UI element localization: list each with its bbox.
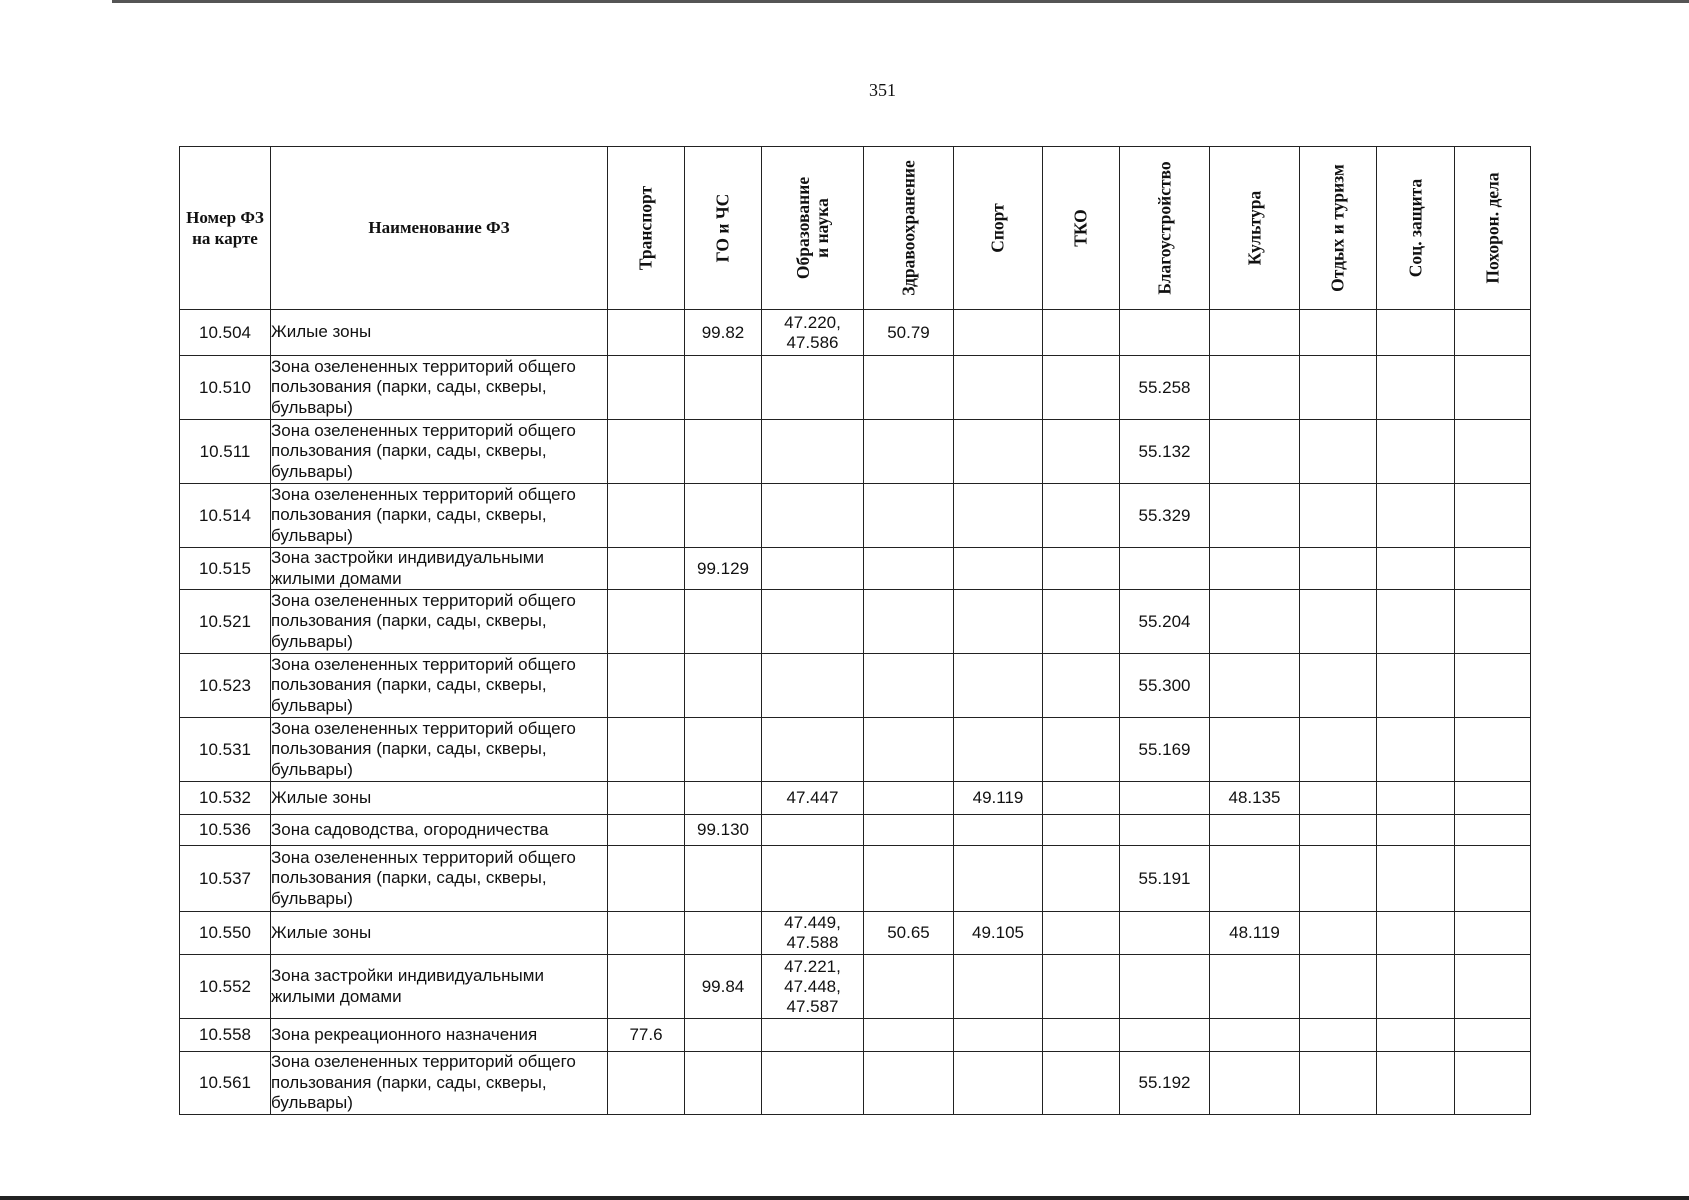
cell-culture [1210,1019,1300,1052]
header-health: Здравоохранение [864,147,954,310]
cell-improvement [1120,912,1210,955]
cell-transport [608,356,685,420]
cell-zone-number: 10.511 [180,420,271,484]
cell-improvement [1120,955,1210,1019]
cell-sport [954,955,1043,1019]
cell-health [864,718,954,782]
cell-go-chs [685,356,762,420]
cell-rest [1300,356,1377,420]
cell-go-chs [685,590,762,654]
cell-improvement: 55.132 [1120,420,1210,484]
header-transport: Транспорт [608,147,685,310]
cell-culture [1210,420,1300,484]
cell-culture: 48.119 [1210,912,1300,955]
cell-health [864,356,954,420]
cell-transport [608,590,685,654]
cell-improvement: 55.169 [1120,718,1210,782]
cell-culture [1210,1052,1300,1115]
cell-transport [608,846,685,912]
cell-rest [1300,1052,1377,1115]
header-education: Образование и наука [762,147,864,310]
cell-zone-number: 10.537 [180,846,271,912]
header-culture: Культура [1210,147,1300,310]
cell-education [762,484,864,548]
cell-zone-number: 10.514 [180,484,271,548]
table-row [180,718,1531,782]
cell-social [1377,955,1455,1019]
cell-tko [1043,356,1120,420]
cell-health [864,1019,954,1052]
cell-improvement: 55.300 [1120,654,1210,718]
cell-education: 47.447 [762,782,864,815]
cell-education [762,590,864,654]
cell-go-chs [685,1052,762,1115]
cell-funeral [1455,310,1531,356]
cell-culture [1210,955,1300,1019]
cell-rest [1300,654,1377,718]
table-row [180,815,1531,846]
cell-zone-name: Зона озелененных территорий общего пользования (парки, сады, скверы, бульвары) [271,420,608,484]
cell-health [864,484,954,548]
cell-education: 47.221, 47.448, 47.587 [762,955,864,1019]
cell-social [1377,654,1455,718]
cell-tko [1043,654,1120,718]
cell-funeral [1455,955,1531,1019]
cell-tko [1043,310,1120,356]
cell-tko [1043,1019,1120,1052]
cell-zone-number: 10.558 [180,1019,271,1052]
cell-sport [954,590,1043,654]
cell-health [864,846,954,912]
cell-improvement [1120,782,1210,815]
cell-funeral [1455,590,1531,654]
cell-improvement [1120,548,1210,590]
cell-social [1377,420,1455,484]
cell-transport: 77.6 [608,1019,685,1052]
cell-rest [1300,310,1377,356]
cell-social [1377,1052,1455,1115]
cell-funeral [1455,1052,1531,1115]
table-row [180,955,1531,1019]
cell-zone-number: 10.531 [180,718,271,782]
cell-health [864,1052,954,1115]
cell-zone-number: 10.504 [180,310,271,356]
cell-funeral [1455,782,1531,815]
cell-social [1377,484,1455,548]
header-tko: ТКО [1043,147,1120,310]
table-row [180,590,1531,654]
cell-rest [1300,846,1377,912]
cell-funeral [1455,815,1531,846]
cell-tko [1043,484,1120,548]
header-sport: Спорт [954,147,1043,310]
cell-health: 50.65 [864,912,954,955]
cell-education [762,1052,864,1115]
cell-tko [1043,590,1120,654]
cell-zone-name: Зона рекреационного назначения [271,1019,608,1052]
cell-tko [1043,420,1120,484]
cell-zone-name: Зона озелененных территорий общего пользования (парки, сады, скверы, бульвары) [271,1052,608,1115]
cell-education [762,815,864,846]
cell-social [1377,1019,1455,1052]
cell-sport [954,548,1043,590]
cell-zone-name: Жилые зоны [271,912,608,955]
table-row [180,912,1531,955]
cell-tko [1043,782,1120,815]
cell-education [762,548,864,590]
cell-transport [608,718,685,782]
cell-education: 47.449, 47.588 [762,912,864,955]
header-improvement: Благоустройство [1120,147,1210,310]
table-row [180,356,1531,420]
cell-improvement [1120,815,1210,846]
cell-improvement: 55.191 [1120,846,1210,912]
cell-zone-number: 10.561 [180,1052,271,1115]
header-name: Наименование ФЗ [271,147,608,310]
cell-zone-name: Зона озелененных территорий общего пользования (парки, сады, скверы, бульвары) [271,484,608,548]
cell-culture [1210,590,1300,654]
cell-education [762,654,864,718]
cell-tko [1043,955,1120,1019]
cell-social [1377,846,1455,912]
cell-go-chs: 99.129 [685,548,762,590]
cell-zone-number: 10.532 [180,782,271,815]
cell-culture [1210,310,1300,356]
cell-transport [608,548,685,590]
cell-rest [1300,1019,1377,1052]
cell-transport [608,1052,685,1115]
zones-table [179,146,1531,1115]
header-rest: Отдых и туризм [1300,147,1377,310]
table-row [180,310,1531,356]
cell-rest [1300,718,1377,782]
cell-transport [608,782,685,815]
cell-social [1377,815,1455,846]
cell-transport [608,654,685,718]
cell-transport [608,310,685,356]
page-number: 351 [869,80,896,100]
cell-go-chs [685,1019,762,1052]
cell-sport [954,718,1043,782]
cell-zone-name: Зона озелененных территорий общего пользования (парки, сады, скверы, бульвары) [271,356,608,420]
cell-culture: 48.135 [1210,782,1300,815]
cell-rest [1300,484,1377,548]
cell-improvement [1120,310,1210,356]
cell-rest [1300,420,1377,484]
cell-sport [954,356,1043,420]
cell-zone-name: Зона озелененных территорий общего пользования (парки, сады, скверы, бульвары) [271,846,608,912]
cell-sport [954,815,1043,846]
cell-go-chs: 99.84 [685,955,762,1019]
cell-health [864,955,954,1019]
header-num: Номер ФЗ на карте [180,147,271,310]
cell-zone-number: 10.510 [180,356,271,420]
cell-zone-number: 10.550 [180,912,271,955]
cell-tko [1043,718,1120,782]
cell-transport [608,955,685,1019]
table-row [180,654,1531,718]
cell-culture [1210,654,1300,718]
cell-zone-name: Жилые зоны [271,310,608,356]
table-body [180,310,1531,1115]
cell-social [1377,310,1455,356]
cell-sport [954,654,1043,718]
cell-transport [608,484,685,548]
cell-sport: 49.119 [954,782,1043,815]
cell-culture [1210,718,1300,782]
cell-sport [954,1019,1043,1052]
cell-zone-name: Жилые зоны [271,782,608,815]
cell-social [1377,912,1455,955]
table-row [180,1052,1531,1115]
cell-transport [608,912,685,955]
table-row [180,420,1531,484]
cell-health [864,420,954,484]
cell-transport [608,815,685,846]
cell-tko [1043,1052,1120,1115]
cell-sport [954,420,1043,484]
cell-education [762,718,864,782]
scan-edge-bottom [0,1196,1689,1200]
cell-health [864,782,954,815]
cell-sport [954,484,1043,548]
cell-social [1377,590,1455,654]
cell-zone-name: Зона садоводства, огородничества [271,815,608,846]
cell-rest [1300,912,1377,955]
cell-go-chs [685,846,762,912]
cell-go-chs [685,484,762,548]
table-row [180,484,1531,548]
cell-funeral [1455,718,1531,782]
cell-funeral [1455,846,1531,912]
cell-health [864,590,954,654]
cell-transport [608,420,685,484]
cell-improvement: 55.329 [1120,484,1210,548]
cell-health [864,815,954,846]
cell-go-chs: 99.130 [685,815,762,846]
cell-culture [1210,846,1300,912]
cell-zone-name: Зона застройки индивидуальными жилыми домами [271,548,608,590]
cell-education [762,420,864,484]
cell-tko [1043,846,1120,912]
table-row [180,846,1531,912]
cell-go-chs [685,420,762,484]
cell-culture [1210,356,1300,420]
cell-social [1377,718,1455,782]
table-row [180,782,1531,815]
cell-zone-number: 10.552 [180,955,271,1019]
cell-health [864,548,954,590]
cell-health [864,654,954,718]
cell-sport [954,1052,1043,1115]
cell-go-chs [685,912,762,955]
cell-tko [1043,548,1120,590]
cell-zone-number: 10.515 [180,548,271,590]
cell-improvement: 55.204 [1120,590,1210,654]
cell-social [1377,356,1455,420]
cell-funeral [1455,912,1531,955]
cell-education [762,356,864,420]
cell-zone-name: Зона озелененных территорий общего пользования (парки, сады, скверы, бульвары) [271,654,608,718]
cell-zone-name: Зона озелененных территорий общего пользования (парки, сады, скверы, бульвары) [271,590,608,654]
cell-improvement [1120,1019,1210,1052]
cell-sport [954,846,1043,912]
cell-culture [1210,815,1300,846]
scan-edge-top [112,0,1689,3]
cell-culture [1210,484,1300,548]
cell-funeral [1455,654,1531,718]
cell-go-chs [685,718,762,782]
cell-social [1377,782,1455,815]
cell-zone-number: 10.536 [180,815,271,846]
cell-go-chs [685,782,762,815]
cell-improvement: 55.258 [1120,356,1210,420]
header-go-chs: ГО и ЧС [685,147,762,310]
cell-funeral [1455,548,1531,590]
cell-rest [1300,782,1377,815]
cell-education [762,846,864,912]
cell-culture [1210,548,1300,590]
header-funeral: Похорон. дела [1455,147,1531,310]
cell-sport: 49.105 [954,912,1043,955]
cell-zone-number: 10.523 [180,654,271,718]
cell-rest [1300,590,1377,654]
cell-funeral [1455,356,1531,420]
header-social: Соц. защита [1377,147,1455,310]
cell-go-chs [685,654,762,718]
cell-rest [1300,815,1377,846]
cell-education [762,1019,864,1052]
cell-funeral [1455,420,1531,484]
table-row [180,1019,1531,1052]
cell-zone-name: Зона застройки индивидуальными жилыми домами [271,955,608,1019]
cell-improvement: 55.192 [1120,1052,1210,1115]
cell-sport [954,310,1043,356]
cell-funeral [1455,484,1531,548]
cell-health: 50.79 [864,310,954,356]
cell-funeral [1455,1019,1531,1052]
cell-rest [1300,548,1377,590]
cell-social [1377,548,1455,590]
table-header-row [180,147,1531,310]
table-row [180,548,1531,590]
cell-go-chs: 99.82 [685,310,762,356]
cell-education: 47.220, 47.586 [762,310,864,356]
cell-zone-number: 10.521 [180,590,271,654]
cell-tko [1043,912,1120,955]
cell-tko [1043,815,1120,846]
cell-zone-name: Зона озелененных территорий общего пользования (парки, сады, скверы, бульвары) [271,718,608,782]
cell-rest [1300,955,1377,1019]
